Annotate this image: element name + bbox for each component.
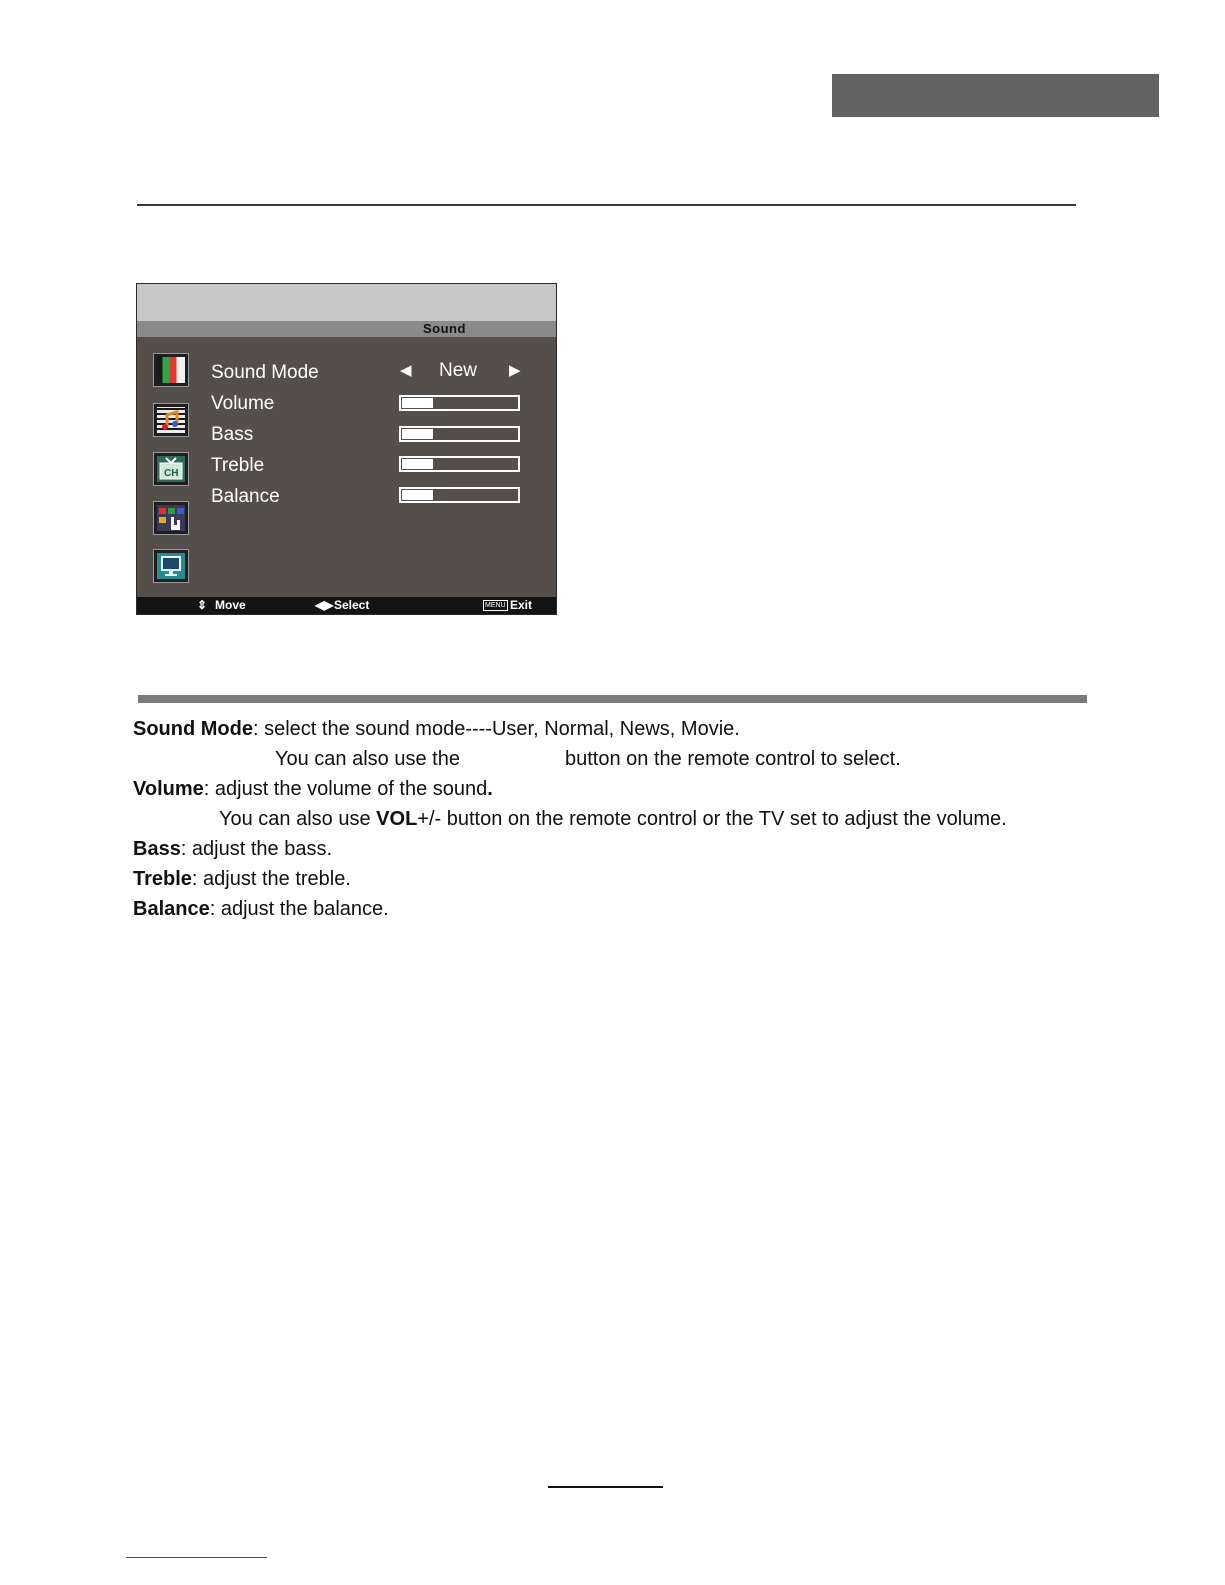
screen-icon[interactable]	[153, 549, 189, 583]
footer-link-underline	[126, 1557, 267, 1558]
picture-icon[interactable]	[153, 353, 189, 387]
term-sound-mode: Sound Mode	[133, 718, 253, 740]
desc-sound-mode-tip-b: button on the remote control to select.	[565, 748, 901, 770]
menu-item-bass[interactable]: Bass	[211, 424, 254, 445]
desc-sound-mode-tip-a: You can also use the	[275, 748, 460, 770]
desc-sound-mode-text: : select the sound mode----User, Normal, News, Movie.	[252, 718, 740, 740]
function-icon[interactable]	[153, 501, 189, 535]
desc-volume-text: : adjust the volume of the sound	[203, 778, 488, 800]
desc-treble	[133, 867, 351, 891]
menu-item-treble[interactable]: Treble	[211, 455, 265, 476]
desc-bass-text: : adjust the bass.	[180, 838, 333, 860]
osd-footer	[137, 597, 556, 614]
menu-item-balance[interactable]: Balance	[211, 486, 280, 507]
desc-sound-mode	[133, 717, 740, 741]
osd-header-band	[137, 284, 556, 321]
right-arrow-icon[interactable]: ▶	[509, 362, 521, 379]
menu-item-volume[interactable]: Volume	[211, 393, 275, 414]
osd-sound-menu	[136, 283, 557, 615]
desc-balance-text: : adjust the balance.	[209, 898, 389, 920]
sound-icon[interactable]	[153, 403, 189, 437]
section-divider	[138, 695, 1087, 703]
slider-fill	[402, 490, 433, 500]
slider-fill	[402, 459, 433, 469]
term-bass: Bass	[133, 838, 181, 860]
osd-title-bar	[137, 321, 556, 337]
desc-volume-tip-b: +/- button on the remote control or the TV set to adjust the volume.	[417, 808, 1007, 830]
desc-volume-tip	[219, 807, 1007, 831]
term-volume: Volume	[133, 778, 204, 800]
svg-text:CH: CH	[164, 468, 179, 479]
footer-exit: Exit	[510, 598, 533, 612]
top-divider	[137, 204, 1076, 206]
desc-volume	[133, 777, 493, 801]
term-treble: Treble	[133, 868, 192, 890]
left-right-arrow-icon: ◀▶	[315, 598, 334, 612]
menu-item-sound-mode[interactable]: Sound Mode	[211, 362, 319, 383]
desc-bass	[133, 837, 332, 861]
desc-volume-period: .	[487, 778, 493, 800]
desc-treble-text: : adjust the treble.	[191, 868, 351, 890]
footer-move: Move	[215, 598, 246, 612]
bass-slider[interactable]	[399, 426, 520, 442]
balance-slider[interactable]	[399, 487, 520, 503]
term-balance: Balance	[133, 898, 210, 920]
osd-title: Sound	[423, 321, 466, 336]
sound-mode-value: New	[439, 360, 478, 381]
slider-fill	[402, 429, 433, 439]
menu-key-icon: MENU	[485, 602, 506, 609]
footer-select: Select	[334, 598, 370, 612]
treble-slider[interactable]	[399, 456, 520, 472]
desc-volume-tip-a: You can also use	[219, 808, 377, 830]
left-arrow-icon[interactable]: ◀	[400, 362, 412, 379]
vol-key: VOL	[376, 808, 418, 830]
volume-slider[interactable]	[399, 395, 520, 411]
slider-fill	[402, 398, 433, 408]
channel-icon[interactable]	[153, 452, 189, 486]
up-down-arrow-icon: ⇕	[197, 598, 208, 612]
desc-balance	[133, 897, 389, 921]
page-number-rule	[548, 1486, 663, 1488]
section-tab-banner	[832, 74, 1159, 117]
